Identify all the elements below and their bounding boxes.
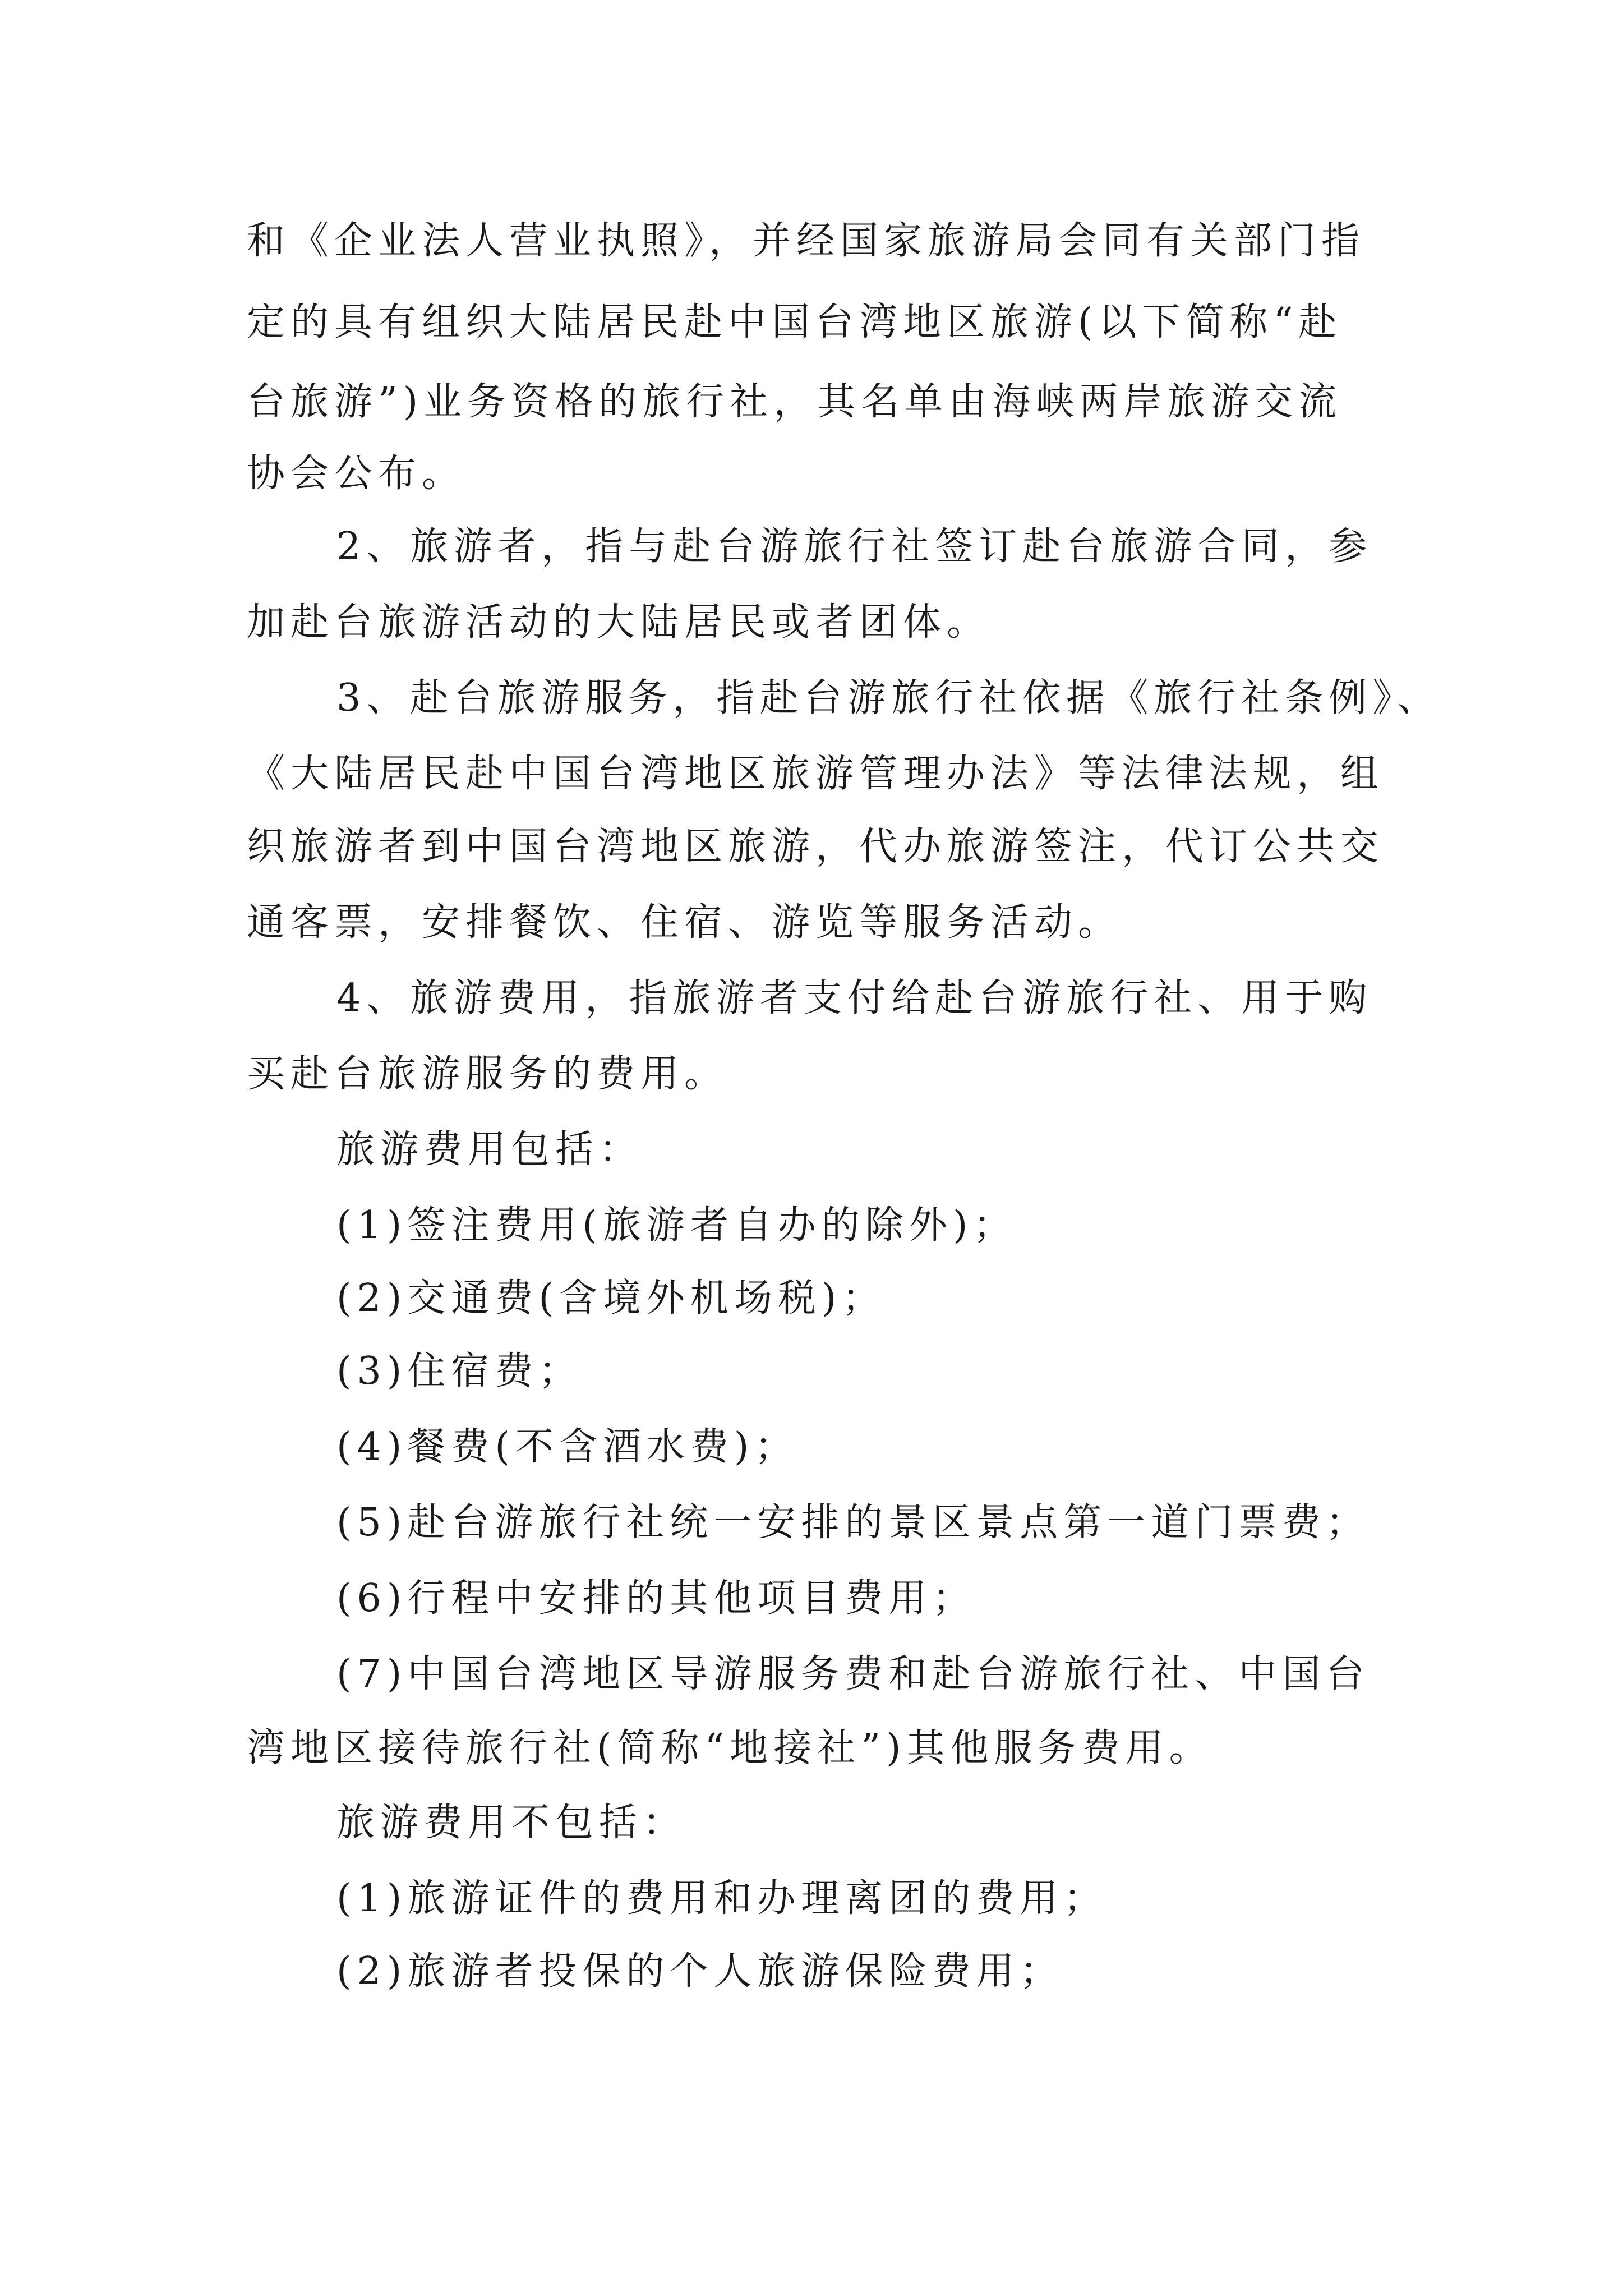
list-item: (1)签注费用(旅游者自办的除外)； xyxy=(336,1203,1017,1248)
text-line: 织旅游者到中国台湾地区旅游，代办旅游签注，代订公共交 xyxy=(247,825,1385,869)
list-item: (2)旅游者投保的个人旅游保险费用； xyxy=(336,1949,1064,1994)
list-item: (5)赴台游旅行社统一安排的景区景点第一道门票费； xyxy=(336,1501,1370,1545)
text-line: 定的具有组织大陆居民赴中国台湾地区旅游(以下简称“赴 xyxy=(247,300,1343,344)
list-item: (3)住宿费； xyxy=(336,1349,583,1393)
text-line: 买赴台旅游服务的费用。 xyxy=(247,1052,728,1096)
section-heading-line: 旅游费用包括： xyxy=(336,1128,643,1172)
paragraph-start-line: 4、旅游费用，指旅游者支付给赴台游旅行社、用于购 xyxy=(336,976,1373,1020)
paragraph-start-line: 3、赴台旅游服务，指赴台游旅行社依据《旅行社条例》、 xyxy=(336,676,1441,720)
list-item: (2)交通费(含境外机场税)； xyxy=(336,1276,886,1320)
text-line: 通客票，安排餐饮、住宿、游览等服务活动。 xyxy=(247,900,1122,945)
text-line: 台旅游”)业务资格的旅行社，其名单由海峡两岸旅游交流 xyxy=(247,380,1343,424)
text-line: 和《企业法人营业执照》，并经国家旅游局会同有关部门指 xyxy=(247,219,1366,263)
list-item: (4)餐费(不含酒水费)； xyxy=(336,1425,799,1469)
list-item: (6)行程中安排的其他项目费用； xyxy=(336,1576,976,1621)
text-line: 《大陆居民赴中国台湾地区旅游管理办法》等法律法规，组 xyxy=(247,752,1385,796)
section-heading-line: 旅游费用不包括： xyxy=(336,1801,687,1845)
paragraph-start-line: 2、旅游者，指与赴台游旅行社签订赴台旅游合同，参 xyxy=(336,524,1373,569)
list-item: (1)旅游证件的费用和办理离团的费用； xyxy=(336,1876,1108,1921)
list-item: (7)中国台湾地区导游服务费和赴台游旅行社、中国台 xyxy=(336,1652,1370,1696)
text-line: 加赴台旅游活动的大陆居民或者团体。 xyxy=(247,600,991,645)
text-line: 协会公布。 xyxy=(247,452,466,496)
text-line: 湾地区接待旅行社(简称“地接社”)其他服务费用。 xyxy=(247,1726,1213,1770)
